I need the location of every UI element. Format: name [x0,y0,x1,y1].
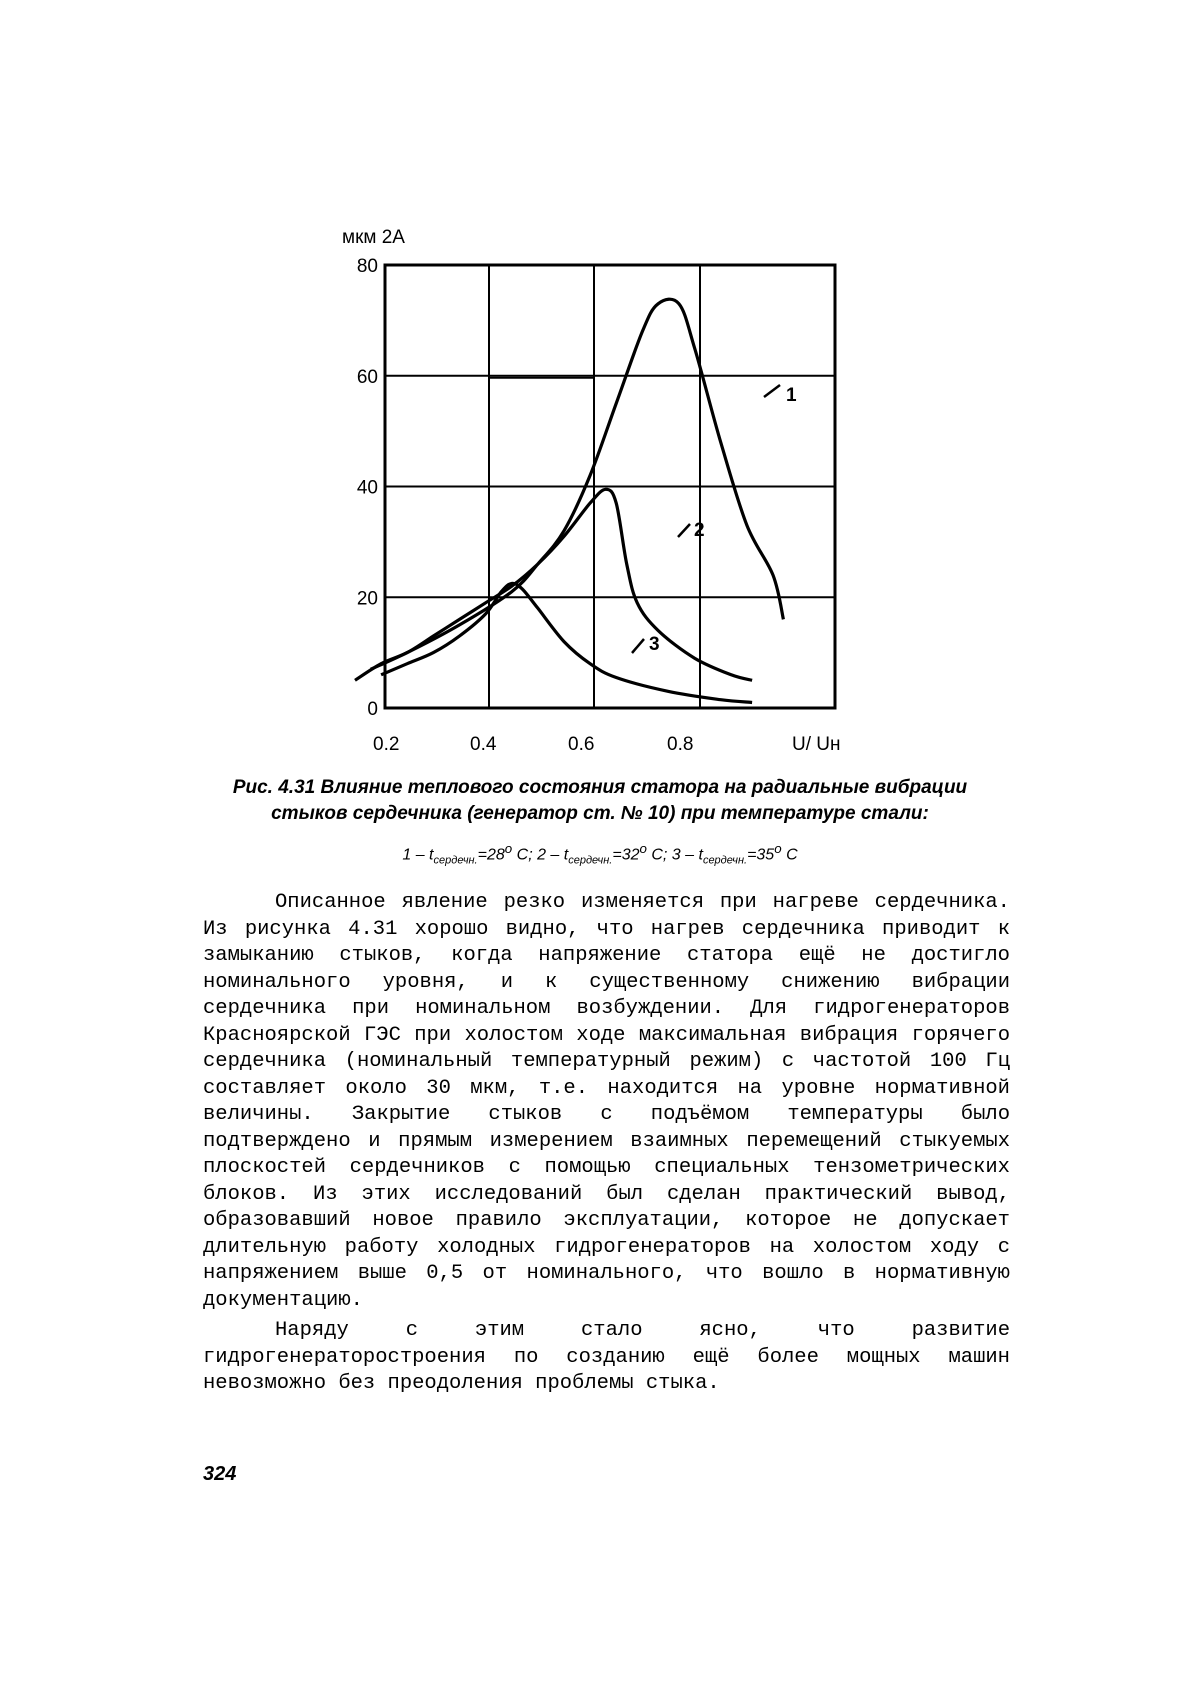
figure-caption-legend [150,836,1050,874]
legend-2-sub: сердечн. [568,854,613,867]
chart-curves [355,299,783,702]
y-tick-label-0: 0 [367,699,378,720]
leader-line-3 [632,639,644,653]
figure-caption-title [150,775,1050,827]
x-tick-label-3: 0.8 [667,734,694,755]
leader-line-2 [678,524,690,537]
legend-3-unit: С [781,846,798,864]
y-tick-label-2: 40 [356,477,378,499]
x-tick-label-2: 0.6 [568,734,595,755]
curve-3 [381,583,752,702]
y-axis-label: мкм 2А [342,227,405,248]
x-tick-label-1: 0.4 [470,734,497,755]
caption-line-2: стыков сердечника (генератор ст. № 10) при температуре стали: [271,803,929,824]
legend-2-deg: o [639,841,647,856]
y-tick-label-1: 20 [356,588,378,610]
legend-2-unit: С; 3 – t [646,846,703,864]
legend-1-sub: сердечн. [433,854,478,867]
y-tick-label-4: 80 [356,256,378,277]
legend-1-unit: С; 2 – t [512,846,569,864]
legend-3-sub: сердечн. [702,854,748,867]
body-paragraph-1: Описанное явление резко изменяется при нагреве сердечника. Из рисунка 4.31 хорошо видно, что нагрев сердечника приводит к замыканию стыков, когда напряжение статора ещё не достигло номинального уровня, и к существенному снижению вибрации сердечника при номинальном возбуждении. Для гидрогенераторов Красноярской ГЭС при холостом ходе максимальная вибрация горячего сердечника (номинальный температурный режим) с частотой 100 Гц составляет около 30 мкм, т.е. находится на уровне нормативной величины. Закрытие стыков с подъёмом температуры было подтверждено и прямым измерением взаимных перемещений стыкуемых плоскостей сердечников с помощью специальных тензометрических блоков. Из этих исследований был сделан практический вывод, образовавший новое правило эксплуатации, которое не допускает длительную работу холодных гидрогенераторов на холостом ходу с напряжением выше 0,5 от номинального, что вошло в нормативную документацию. [203,891,1010,1312]
curve-label-2: 2 [694,520,705,541]
leader-line-1 [764,385,780,397]
legend-3-deg: o [774,841,782,856]
vibration-chart [340,225,860,760]
legend-2-val: =32 [612,846,640,864]
page-number: 324 [203,1463,237,1485]
x-tick-label-0: 0.2 [373,734,400,755]
curve-1 [371,299,784,669]
y-tick-label-3: 60 [356,366,378,388]
body-paragraph-2: Наряду с этим стало ясно, что развитие гидрогенераторостроения по созданию ещё более мощных машин невозможно без преодоления проблемы стыка. [203,1319,1010,1395]
legend-3-val: =35 [747,846,775,864]
curve-label-1: 1 [786,385,797,406]
legend-1-val: =28 [477,846,505,864]
legend-1-deg: o [504,841,513,856]
curve-2 [355,489,752,680]
curve-label-3: 3 [649,634,660,655]
caption-line-1: Рис. 4.31 Влияние теплового состояния статора на радиальные вибрации [232,777,968,798]
x-axis-label: U/ Uн [792,734,841,755]
legend-1-pre: 1 – t [402,846,434,864]
